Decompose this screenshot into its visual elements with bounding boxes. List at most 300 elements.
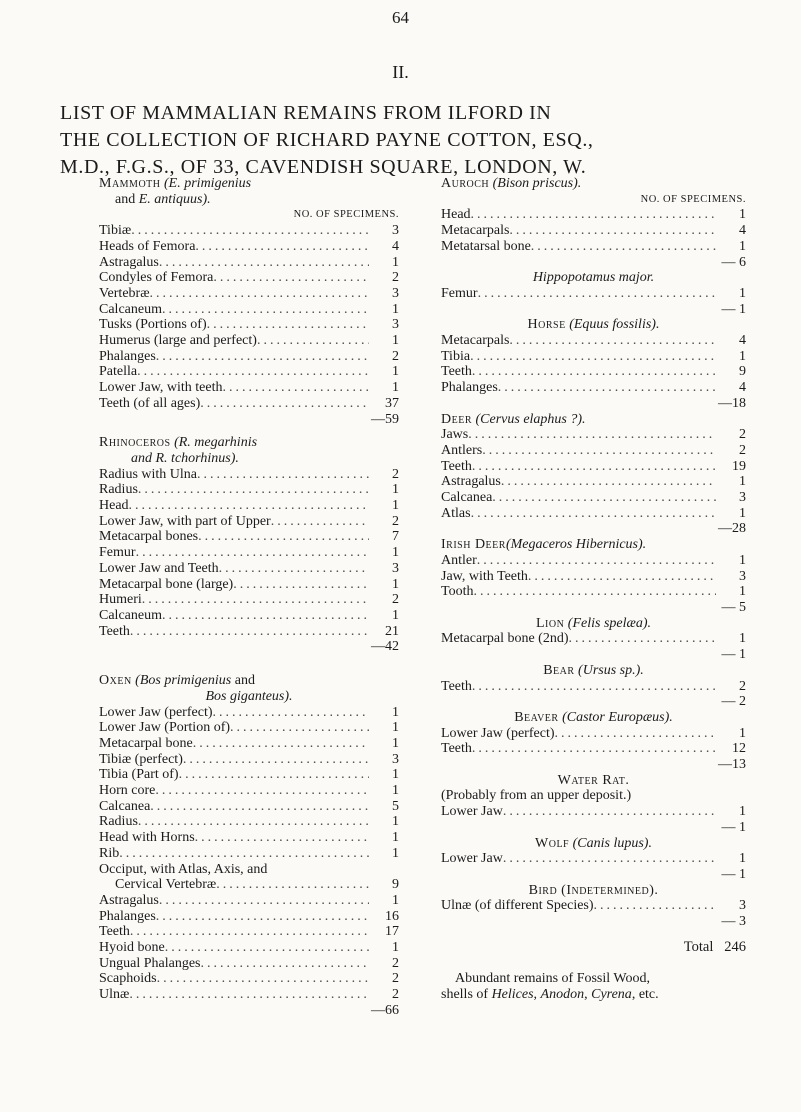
list-item (99, 893, 399, 909)
list-item (441, 804, 746, 820)
leader-dots (233, 577, 369, 593)
subtotal: —42 (371, 639, 399, 655)
item-count: 1 (392, 301, 399, 317)
species-name: (Megaceros Hibernicus). (505, 537, 647, 553)
item-count: 2 (392, 466, 399, 482)
item-label: Lower Jaw (perfect) (441, 725, 555, 741)
item-label: Teeth (of all ages) (99, 395, 201, 411)
leader-dots (137, 364, 369, 380)
list-item: Cervical Vertebræ ..... 9 (99, 877, 399, 893)
item-count: 1 (392, 940, 399, 956)
list-item (441, 726, 746, 742)
hippo-section (441, 270, 746, 317)
leader-dots (142, 592, 369, 608)
cyrena-text: Cyrena (591, 987, 632, 1003)
list-item (99, 482, 399, 498)
leader-dots (471, 506, 716, 522)
item-count: 2 (392, 987, 399, 1003)
item-label: Tibiæ (perfect) (99, 751, 183, 767)
total-label: Total (683, 938, 714, 955)
species-name: (Bos primigenius (135, 673, 232, 689)
footer-note (441, 971, 746, 1002)
item-count: 1 (392, 498, 399, 514)
list-item (99, 577, 399, 593)
animal-name: Irish Deer (441, 537, 506, 553)
subtotal: — 5 (721, 599, 746, 615)
subtotal: —13 (718, 757, 746, 773)
animal-name: Bird (Indetermined). (528, 882, 659, 898)
item-count: 16 (385, 908, 399, 924)
item-count: 5 (392, 798, 399, 814)
list-item (441, 569, 746, 585)
list-item (99, 529, 399, 545)
item-label: Calcaneum (99, 301, 162, 317)
leader-dots (197, 467, 369, 483)
list-item (441, 333, 746, 349)
list-item (99, 333, 399, 349)
leader-dots (482, 443, 716, 459)
leader-dots (162, 608, 369, 624)
item-label: Calcanea (99, 798, 151, 814)
item-label: Lower Jaw (441, 804, 503, 820)
list-item (99, 561, 399, 577)
title-line: LIST OF MAMMALIAN REMAINS FROM ILFORD IN (60, 102, 552, 124)
animal-name: Mammoth (99, 176, 161, 191)
list-item (99, 364, 399, 380)
item-count: 1 (739, 851, 746, 867)
subtotal: — 1 (721, 301, 746, 317)
list-item (99, 814, 399, 830)
item-label: Lower Jaw, with part of Upper (99, 513, 271, 529)
item-count: 1 (739, 584, 746, 600)
leader-dots (165, 940, 369, 956)
leader-dots (138, 482, 369, 498)
list-item (99, 752, 399, 768)
leader-dots (473, 584, 716, 600)
leader-dots (193, 736, 369, 752)
footer-line: Abundant remains of Fossil Wood, (455, 971, 650, 987)
list-item (441, 364, 746, 380)
item-label: Teeth (441, 741, 472, 757)
list-item (99, 223, 399, 239)
item-count: 1 (739, 348, 746, 364)
list-item (99, 767, 399, 783)
leader-dots (468, 427, 716, 443)
species-name: (Castor Europæus). (562, 709, 673, 725)
item-label: Tooth (441, 584, 474, 600)
item-label: Lower Jaw (perfect) (99, 704, 213, 720)
animal-name: Wolf (535, 835, 570, 851)
item-label: Phalanges (441, 380, 498, 396)
leader-dots (159, 255, 369, 271)
leader-dots (155, 783, 369, 799)
item-label: Ulnæ (of different Species) (441, 898, 594, 914)
leader-dots (594, 898, 716, 914)
item-count: 1 (392, 892, 399, 908)
list-item (99, 830, 399, 846)
leader-dots (162, 302, 369, 318)
list-item (441, 553, 746, 569)
species-name: (E. primigenius (164, 176, 252, 191)
animal-name: Bear (543, 662, 575, 678)
list-item (441, 679, 746, 695)
list-item (99, 608, 399, 624)
section-note: (Probably from an upper deposit.) (441, 788, 632, 804)
leader-dots (528, 569, 716, 585)
leader-dots (130, 624, 369, 640)
item-label: Metacarpals (441, 333, 510, 349)
list-item (441, 490, 746, 506)
leader-dots (531, 239, 716, 255)
item-label: Lower Jaw (441, 851, 503, 867)
subtotal: — 2 (721, 694, 746, 710)
item-list (99, 223, 399, 411)
leader-dots (471, 207, 716, 223)
item-count: 7 (392, 529, 399, 545)
list-item (99, 380, 399, 396)
leader-dots (213, 270, 369, 286)
list-item (441, 443, 746, 459)
item-list (441, 553, 746, 600)
leader-dots (119, 846, 369, 862)
item-count: 1 (392, 607, 399, 623)
animal-name: Deer (441, 411, 472, 427)
subtotal: — 1 (721, 866, 746, 882)
leader-dots (472, 364, 716, 380)
item-label: Condyles of Femora (99, 270, 214, 286)
animal-name: Lion (535, 615, 565, 631)
list-item (441, 741, 746, 757)
lion-section (441, 616, 746, 663)
subtotal: — 6 (721, 254, 746, 270)
item-label: Femur (99, 545, 136, 561)
horse-section (441, 317, 746, 411)
occiput-label: Occiput, with Atlas, Axis, and (99, 861, 268, 877)
section-heading (441, 616, 746, 632)
list-item (441, 459, 746, 475)
section-heading (441, 176, 746, 192)
species-name: Hippopotamus major. (532, 270, 655, 286)
item-label: Calcanea (441, 490, 493, 506)
item-list (441, 427, 746, 521)
leader-dots (195, 830, 369, 846)
item-label: Rib (99, 845, 120, 861)
left-column (99, 176, 399, 1019)
list-item (99, 783, 399, 799)
item-count: 1 (739, 552, 746, 568)
item-count: 4 (739, 380, 746, 396)
list-item (99, 924, 399, 940)
item-label: Teeth (99, 924, 130, 940)
list-item (99, 987, 399, 1003)
item-label: Humeri (99, 592, 142, 608)
leader-dots (179, 767, 369, 783)
list-item (99, 705, 399, 721)
subtotal: —28 (718, 521, 746, 537)
list-item (99, 467, 399, 483)
auroch-section (441, 176, 746, 270)
item-label: Astragalus (99, 892, 159, 908)
item-count: 1 (392, 735, 399, 751)
list-item (99, 349, 399, 365)
animal-name: Rhinoceros (99, 435, 171, 451)
item-count: 3 (392, 560, 399, 576)
item-list (441, 804, 746, 820)
section-heading (99, 435, 399, 451)
species-name: Bos giganteus). (205, 688, 293, 704)
item-label: Lower Jaw and Teeth (99, 560, 219, 576)
item-label: Head with Horns (99, 830, 195, 846)
bear-section (441, 663, 746, 710)
list-item (99, 971, 399, 987)
section-heading (441, 537, 746, 553)
leader-dots (219, 561, 369, 577)
oxen-section (99, 673, 399, 1018)
item-count: 1 (392, 545, 399, 561)
list-item (441, 474, 746, 490)
item-count: 1 (392, 830, 399, 846)
item-list (441, 726, 746, 757)
item-count: 3 (392, 285, 399, 301)
leader-dots (159, 893, 369, 909)
species-name: (Canis lupus). (572, 835, 652, 851)
item-count: 1 (392, 380, 399, 396)
list-item (99, 736, 399, 752)
item-label: Phalanges (99, 348, 156, 364)
page-number: 64 (392, 8, 409, 27)
item-count: 1 (392, 720, 399, 736)
leader-dots (136, 545, 369, 561)
item-count: 1 (392, 704, 399, 720)
item-label: Hyoid bone (99, 940, 165, 956)
item-label: Phalanges (99, 908, 156, 924)
total-value: 246 (724, 938, 746, 955)
leader-dots (503, 851, 716, 867)
leader-dots (472, 741, 716, 757)
item-count: 3 (739, 490, 746, 506)
leader-dots (200, 956, 369, 972)
item-label: Tibia (Part of) (99, 767, 179, 783)
item-count: 3 (392, 317, 399, 333)
item-label: Metatarsal bone (441, 238, 531, 254)
item-label: Jaws (441, 427, 469, 443)
item-label: Lower Jaw, with teeth (99, 380, 223, 396)
item-count: 1 (739, 207, 746, 223)
item-count: 1 (392, 254, 399, 270)
item-count: 1 (739, 285, 746, 301)
leader-dots (509, 333, 716, 349)
item-label: Head (441, 207, 471, 223)
section-number: II. (392, 62, 409, 82)
list-item (99, 498, 399, 514)
item-label: Radius (99, 482, 138, 498)
item-count: 1 (392, 364, 399, 380)
item-count: 1 (392, 783, 399, 799)
list-item (99, 624, 399, 640)
list-item (99, 940, 399, 956)
section-heading (441, 836, 746, 852)
item-label: Metacarpal bones (99, 529, 199, 545)
etc-text: etc. (638, 987, 659, 1003)
item-count: 1 (392, 814, 399, 830)
item-label: Calcaneum (99, 607, 162, 623)
item-label: Vertebræ (99, 285, 150, 301)
item-label: Lower Jaw (Portion of) (99, 720, 231, 736)
item-label: Ulnæ (99, 987, 130, 1003)
column-heading: NO. OF SPECIMENS. (640, 193, 746, 205)
rhinoceros-section (99, 435, 399, 655)
list-item (441, 506, 746, 522)
leader-dots (183, 752, 369, 768)
list-item (441, 851, 746, 867)
list-item (441, 584, 746, 600)
list-item (99, 909, 399, 925)
item-label: Metacarpal bone (large) (99, 576, 234, 592)
and-text: and (234, 673, 255, 689)
list-item (99, 514, 399, 530)
leader-dots (498, 380, 716, 396)
item-count: 2 (392, 348, 399, 364)
animal-name: Auroch (441, 176, 490, 191)
mammoth-section (99, 176, 399, 427)
leader-dots (271, 514, 369, 530)
item-count: 4 (739, 333, 746, 349)
leader-dots (470, 349, 716, 365)
section-heading (99, 176, 399, 192)
item-label: Metacarpal bone (99, 735, 193, 751)
leader-dots (472, 459, 716, 475)
item-list (441, 851, 746, 867)
item-list (441, 286, 746, 302)
item-label: Atlas (441, 505, 471, 521)
wolf-section (441, 836, 746, 883)
leader-dots (129, 498, 369, 514)
item-label: Radius (99, 814, 138, 830)
leader-dots (157, 971, 369, 987)
item-count: 1 (392, 576, 399, 592)
item-count: 2 (392, 270, 399, 286)
item-list (441, 898, 746, 914)
animal-name: Beaver (514, 709, 559, 725)
item-label: Antlers (441, 442, 483, 458)
item-list (99, 705, 399, 862)
item-count: 3 (392, 223, 399, 239)
leader-dots (501, 474, 716, 490)
leader-dots (555, 726, 717, 742)
list-item (99, 846, 399, 862)
species-name: (Cervus elaphus ?). (475, 411, 586, 427)
leader-dots (129, 987, 369, 1003)
list-item (441, 427, 746, 443)
helices-text: Helices (491, 987, 534, 1003)
leader-dots (478, 286, 716, 302)
leader-dots (492, 490, 716, 506)
list-item (441, 286, 746, 302)
leader-dots (509, 223, 716, 239)
item-list (441, 631, 746, 647)
grand-total (441, 940, 746, 956)
item-count: 1 (392, 482, 399, 498)
item-count: 1 (392, 767, 399, 783)
item-count: 3 (739, 568, 746, 584)
item-count: 1 (739, 474, 746, 490)
water-rat-section (441, 773, 746, 836)
anodon-text: Anodon (540, 987, 585, 1003)
item-label: Antler (441, 552, 477, 568)
list-item (99, 286, 399, 302)
item-count: 2 (392, 513, 399, 529)
subtotal: —59 (371, 411, 399, 427)
item-label: Tusks (Portions of) (99, 317, 207, 333)
item-count: 12 (732, 741, 746, 757)
item-count: 3 (392, 751, 399, 767)
leader-dots (213, 705, 370, 721)
species-name: (Bison priscus). (492, 176, 582, 191)
item-count: 1 (739, 631, 746, 647)
leader-dots (156, 909, 369, 925)
list-item (99, 720, 399, 736)
item-label: Metacarpal bone (2nd) (441, 631, 569, 647)
item-count: 2 (392, 971, 399, 987)
list-item (99, 799, 399, 815)
item-count: 1 (739, 725, 746, 741)
leader-dots (150, 799, 369, 815)
subtotal: — 3 (721, 914, 746, 930)
species-name: E. antiquus). (138, 191, 211, 207)
item-label: Teeth (99, 623, 130, 639)
item-count: 4 (739, 223, 746, 239)
leader-dots (503, 804, 716, 820)
item-list (99, 893, 399, 1003)
list-item (441, 239, 746, 255)
species-name: (Equus fossilis). (569, 317, 660, 333)
item-count: 4 (392, 238, 399, 254)
section-heading (99, 673, 399, 689)
item-label: Astragalus (441, 474, 501, 490)
item-label: Head (99, 498, 129, 514)
leader-dots (138, 814, 369, 830)
item-label: Radius with Ulna (99, 466, 197, 482)
irish-deer-section (441, 537, 746, 616)
item-label: Humerus (large and perfect) (99, 333, 257, 349)
item-label: Tibia (441, 348, 471, 364)
section-heading (441, 663, 746, 679)
item-label: Teeth (441, 364, 472, 380)
item-count: 1 (392, 845, 399, 861)
species-name: (Felis spelæa). (567, 615, 652, 631)
item-count: 2 (739, 678, 746, 694)
leader-dots (130, 924, 369, 940)
list-item (99, 317, 399, 333)
title-line: M.D., F.G.S., OF 33, CAVENDISH SQUARE, LONDON, W. (60, 156, 587, 178)
list-item (441, 898, 746, 914)
subtotal: —66 (371, 1002, 399, 1018)
subtotal: —18 (718, 395, 746, 411)
list-item (99, 302, 399, 318)
section-heading (441, 317, 746, 333)
animal-name: Oxen (99, 673, 132, 689)
item-label: Horn core (99, 783, 156, 799)
section-heading-cont (99, 192, 399, 208)
section-heading (441, 710, 746, 726)
item-count: 17 (385, 924, 399, 940)
animal-name: Water Rat. (557, 772, 630, 788)
item-list (441, 207, 746, 254)
item-count: 1 (739, 238, 746, 254)
list-item (99, 592, 399, 608)
list-item (441, 223, 746, 239)
item-count: 2 (392, 592, 399, 608)
